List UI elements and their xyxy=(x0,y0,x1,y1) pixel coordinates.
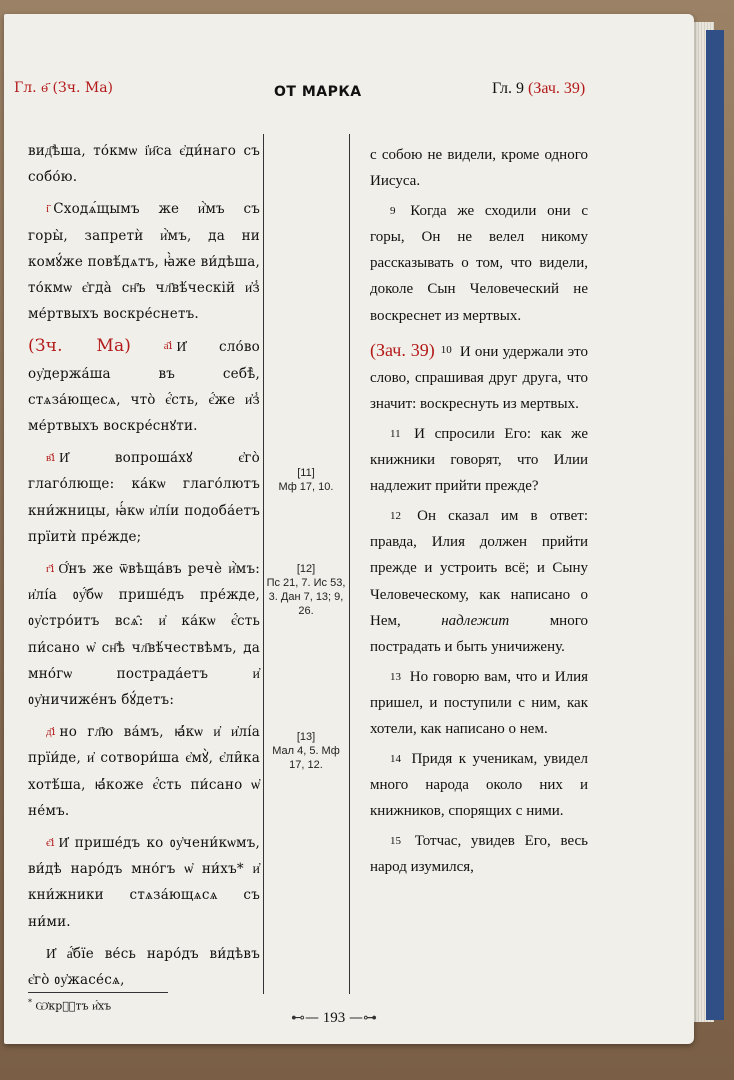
verse-number: в҃і xyxy=(46,451,56,465)
verse-text: Придя к ученикам, увидел много народа около них и книжников, спорящих с ними. xyxy=(370,751,589,820)
slavonic-verse: И҆ а҆́бїе ве́сь наро́дъ ви́дѣвъ є҆го̀ ᲂу҆жасе́сѧ, xyxy=(28,945,260,989)
ornament-right-icon: —⊶ xyxy=(349,1010,377,1026)
slavonic-verse xyxy=(28,333,260,439)
cross-reference xyxy=(266,466,346,494)
verse-text: И спросили Его: как же книжники говорят, что Илии надлежит прийти прежде? xyxy=(370,425,588,495)
italic-word: надлежит xyxy=(441,612,510,629)
slavonic-verse xyxy=(28,196,260,327)
slavonic-verse xyxy=(28,556,260,713)
verse-text: И҆ прише́дъ ко ᲂу҆чени́кѡмъ, ви́дѣ наро́дъ мно́гъ ѡ҆ ни́хъ* и҆ кни́жники стѧза́ющѧсѧ съ ни́ми. xyxy=(28,835,260,930)
verse-number: 10 xyxy=(440,343,452,356)
russian-verse xyxy=(370,664,588,742)
verse-text: И҆ сло́во оу҆держа́ша въ себѣ̀, стѧза́ющесѧ, что̀ є҆́сть, є҆́же и҆з̾ ме́ртвыхъ воскре́снꙋти. xyxy=(28,339,261,435)
ref-label: [12] xyxy=(296,563,316,575)
verse-number: г҃і xyxy=(46,562,55,576)
verse-number: і҃ xyxy=(46,202,50,216)
footnote-rule xyxy=(28,992,168,993)
verse-text: И҆ вопроша́хꙋ є҆го̀ глаго́люще: ка́кѡ глаго́лютъ кни́жницы, ꙗ҆́кѡ и҆лі́и подоба́етъ прїитѝ пре́жде; xyxy=(28,450,260,545)
verse-number: д҃і xyxy=(46,725,56,739)
footnote: * Ѡ҆крⷭ҇тъ и҆́хъ xyxy=(28,998,112,1013)
slavonic-column xyxy=(28,138,260,999)
russian-verse xyxy=(370,198,588,328)
cross-reference xyxy=(266,730,346,772)
verse-text: Сходѧ́щымъ же и҆̀мъ съ горы̀, запретѝ и҆̀мъ, да ни комꙋ́же повѣ́дѧтъ, ꙗ҆̀же ви́дѣша, то́кмѡ є҆гда̀ сн҃ъ чл҃вѣ́ческій и҆з̾ ме́ртвыхъ воскре́снетъ. xyxy=(28,201,260,323)
header-chapter: Гл. 9 xyxy=(492,80,525,97)
page-number-area xyxy=(254,1010,414,1027)
zachalo-marker: (Зач. 39) xyxy=(370,339,435,360)
verse-text: но гл҃ю ва́мъ, ꙗ҆́кѡ и҆ и҆лі́а прїи́де, и҆ сотвори́ша є҆мꙋ̀, є҆ли̑ка хотѣ́ша, ꙗ҆́коже є҆́сть пи́сано ѡ҆ не́мъ. xyxy=(28,724,260,819)
russian-column xyxy=(370,142,588,885)
zachalo-marker: (Зч. Ма) xyxy=(28,336,132,357)
verse-text: Когда же сходили они с горы, Он не велел никому рассказывать о том, что видели, доколе Сын Человеческий не воскреснет из мертвых. xyxy=(370,203,589,324)
ref-text: Мал 4, 5. Мф 17, 12. xyxy=(272,745,340,771)
verse-number: є҃і xyxy=(46,836,55,850)
russian-verse xyxy=(370,503,588,660)
slavonic-verse xyxy=(28,830,260,935)
ref-label: [13] xyxy=(296,731,316,743)
verse-number: 12 xyxy=(390,510,401,523)
column-divider-right xyxy=(349,134,350,994)
russian-verse xyxy=(370,746,588,824)
verse-text: Он сказал им в ответ: правда, Илия должен прийти прежде и устроить всё; и Сыну Человеческому, как написано о Нем, xyxy=(370,508,589,629)
ref-label: [11] xyxy=(297,467,315,479)
slavonic-verse xyxy=(28,719,260,824)
verse-number: 9 xyxy=(390,205,396,218)
cross-reference xyxy=(266,562,346,618)
russian-verse xyxy=(370,337,588,417)
slavonic-verse: вид҃ѣша, то́кмѡ і҆и҃са є҆ди́наго съ собо́ю. xyxy=(28,143,260,186)
verse-text: О҆́нъ же ѿвѣща́въ речѐ и҆̀мъ: и҆лі́а ᲂу҆́бѡ прише́дъ пре́жде, ᲂу҆стро́итъ всѧ̑: и҆ ка́кѡ є҆́сть пи́сано ѡ҆ сн҃ѣ чл҃вѣ́чествѣмъ, да мно́гѡ пострада́етъ и҆ ᲂу҆ничиже́нъ бꙋ́детъ: xyxy=(28,561,260,709)
russian-verse: с собою не видели, кроме одного Иисуса. xyxy=(370,147,588,190)
footnote-text: Ѡ҆крⷭ҇тъ и҆́хъ xyxy=(35,999,112,1013)
ref-text: Мф 17, 10. xyxy=(278,481,334,493)
ref-text: Пс 21, 7. Ис 53, 3. Дан 7, 13; 9, 26. xyxy=(266,577,346,617)
russian-verse xyxy=(370,828,588,880)
book-cover xyxy=(706,30,724,1020)
header-title: ОТ МАРКА xyxy=(274,84,362,100)
header-left: Гл. ѳ҃ (Зч. Ма) xyxy=(14,80,113,96)
russian-verse xyxy=(370,421,588,499)
verse-text: Но говорю вам, что и Илия пришел, и поступили с ним, как хотели, как написано о нем. xyxy=(370,668,588,737)
verse-text: Тотчас, увидев Его, весь народ изумился, xyxy=(370,833,588,876)
verse-text: много пострадать и быть уничижену. xyxy=(370,612,588,655)
verse-number: 13 xyxy=(390,670,401,683)
verse-number: 15 xyxy=(390,835,401,848)
column-divider-left xyxy=(263,134,264,994)
header-right xyxy=(492,80,585,98)
verse-number: а҃і xyxy=(163,339,173,353)
verse-text: И они удержали это слово, спрашивая друг друга, что значит: воскреснуть из мертвых. xyxy=(370,343,589,412)
verse-number: 14 xyxy=(390,753,401,766)
header-zach: (Зач. 39) xyxy=(528,80,586,97)
book-page xyxy=(4,14,694,1044)
page-number: 193 xyxy=(322,1010,346,1026)
ornament-left-icon: ⊷— xyxy=(291,1010,319,1026)
slavonic-verse xyxy=(28,445,260,550)
verse-number: 11 xyxy=(390,427,401,440)
